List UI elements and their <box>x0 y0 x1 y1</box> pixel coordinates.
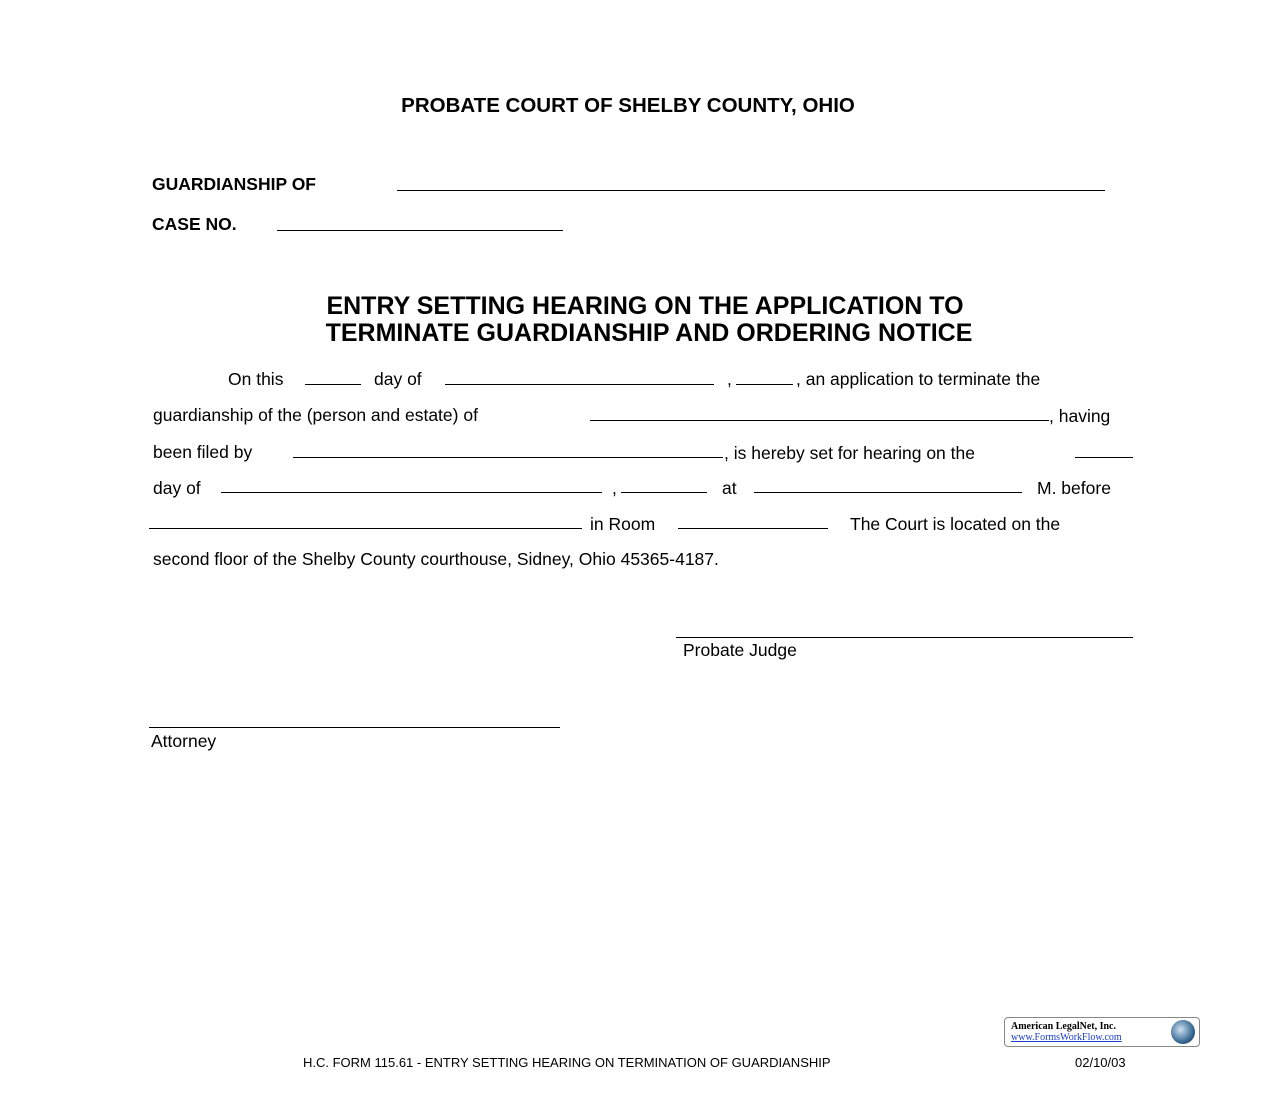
body-text: day of <box>153 478 201 498</box>
american-legalnet-logo <box>1004 1017 1200 1047</box>
hearing-month-field[interactable] <box>221 492 602 493</box>
body-text: second floor of the Shelby County courthouse, Sidney, Ohio 45365-4187. <box>153 549 719 569</box>
hearing-day-field[interactable] <box>1075 457 1133 458</box>
day-field[interactable] <box>305 384 361 385</box>
body-text: at <box>722 478 737 498</box>
body-text: in Room <box>590 514 656 534</box>
attorney-signature-line[interactable] <box>149 727 560 728</box>
hearing-time-field[interactable] <box>754 492 1022 493</box>
body-text: The Court is located on the <box>850 514 1061 534</box>
logo-link[interactable]: www.FormsWorkFlow.com <box>1011 1032 1122 1043</box>
room-field[interactable] <box>678 528 828 529</box>
body-text: day of <box>374 369 422 389</box>
body-text: M. before <box>1037 478 1111 498</box>
form-heading-line2: TERMINATE GUARDIANSHIP AND ORDERING NOTICE <box>325 319 973 347</box>
body-text: , an application to terminate the <box>796 369 1041 389</box>
body-text: , <box>612 478 617 498</box>
body-text: , having <box>1049 406 1111 426</box>
body-text: guardianship of the (person and estate) of <box>153 405 478 425</box>
body-text: been filed by <box>153 442 253 462</box>
filed-by-field[interactable] <box>293 457 723 458</box>
judge-signature-line[interactable] <box>676 637 1133 638</box>
magistrate-field[interactable] <box>149 528 582 529</box>
body-text: , is hereby set for hearing on the <box>724 443 975 463</box>
guardianship-of-field[interactable] <box>397 190 1105 191</box>
footer-form-id: H.C. FORM 115.61 - ENTRY SETTING HEARING ON TERMINATION OF GUARDIANSHIP <box>303 1055 831 1070</box>
logo-name: American LegalNet, Inc. <box>1011 1021 1116 1032</box>
court-title: PROBATE COURT OF SHELBY COUNTY, OHIO <box>401 94 855 117</box>
guardianship-label: GUARDIANSHIP OF <box>152 174 316 194</box>
footer-date: 02/10/03 <box>1075 1055 1126 1070</box>
month-field[interactable] <box>445 384 714 385</box>
case-no-field[interactable] <box>277 230 563 231</box>
ward-name-field[interactable] <box>590 420 1049 421</box>
year-field[interactable] <box>736 384 793 385</box>
body-text: , <box>727 369 732 389</box>
form-heading-line1: ENTRY SETTING HEARING ON THE APPLICATION TO <box>326 292 964 320</box>
attorney-label: Attorney <box>151 731 217 751</box>
case-no-label: CASE NO. <box>152 214 237 234</box>
judge-label: Probate Judge <box>683 640 797 660</box>
body-text: On this <box>228 369 284 389</box>
globe-icon <box>1171 1020 1195 1044</box>
hearing-year-field[interactable] <box>621 492 707 493</box>
